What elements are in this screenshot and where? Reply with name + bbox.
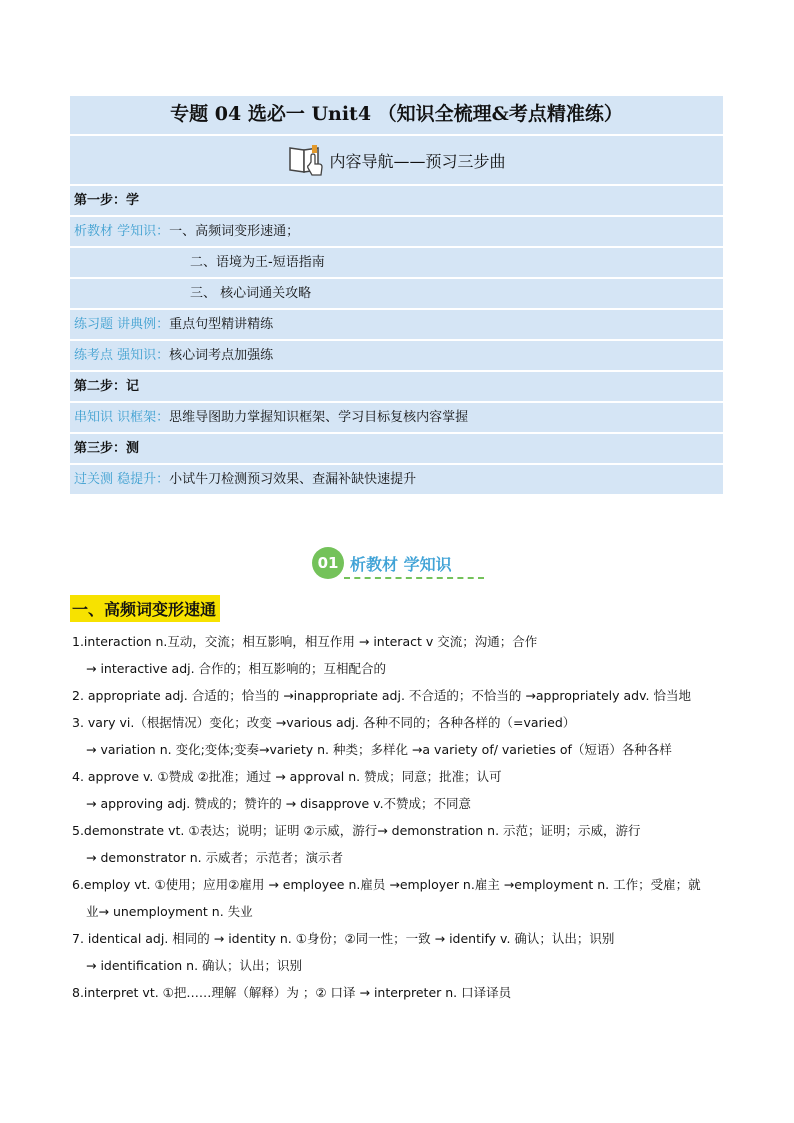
row-label: 练考点 强知识： <box>74 348 170 363</box>
step-label: 第三步：测 <box>74 441 140 456</box>
vocab-line: 4. approve v. ①赞成 ②批准；通过 → approval n. 赞成；同意；批准；认可 <box>72 769 502 784</box>
step-label: 第二步：记 <box>74 379 140 394</box>
row-label: 过关测 稳提升： <box>74 472 170 487</box>
page-title: 专题 04 选必一 Unit4 （知识全梳理&考点精准练） <box>70 96 723 136</box>
row-text: 重点句型精讲精练 <box>169 317 274 332</box>
content-navigation <box>70 136 723 186</box>
vocab-line: 5.demonstrate vt. ①表达；说明；证明 ②示威，游行→ demonstration n. 示范；证明；示威，游行 <box>72 823 641 838</box>
section-underline <box>344 577 484 579</box>
nav-row <box>70 403 723 434</box>
row-text: 二、语境为王-短语指南 <box>190 255 325 270</box>
nav-row <box>70 372 723 403</box>
row-text: 思维导图助力掌握知识框架、学习目标复核内容掌握 <box>169 410 469 425</box>
vocab-line: → variation n. 变化;变体;变奏→variety n. 种类；多样化 →a variety of/ varieties of（短语）各种各样 <box>86 742 672 757</box>
row-text: 核心词考点加强练 <box>169 348 274 363</box>
vocab-line: → identification n. 确认；认出；识别 <box>86 958 303 973</box>
vocab-list <box>72 628 732 1006</box>
row-text: 小试牛刀检测预习效果、查漏补缺快速提升 <box>169 472 417 487</box>
vocab-line: 7. identical adj. 相同的 → identity n. ①身份；②同一性；一致 → identify v. 确认；认出；识别 <box>72 931 615 946</box>
nav-row <box>70 465 723 494</box>
row-label: 练习题 讲典例： <box>74 317 170 332</box>
nav-row <box>70 310 723 341</box>
nav-row <box>70 217 723 248</box>
vocab-line: 6.employ vt. ①使用；应用②雇用 → employee n.雇员 →employer n.雇主 →employment n. 工作；受雇；就 <box>72 877 701 892</box>
row-label: 析教材 学知识： <box>74 224 170 239</box>
vocab-line: 8.interpret vt. ①把……理解（解释）为 ；② 口译 → interpreter n. 口译译员 <box>72 985 512 1000</box>
step-label: 第一步：学 <box>74 193 140 208</box>
vocab-line: 1.interaction n.互动，交流；相互影响，相互作用 → interact v 交流；沟通；合作 <box>72 634 538 649</box>
section-heading: 一、高频词变形速通 <box>70 595 220 622</box>
vocab-line: 业→ unemployment n. 失业 <box>86 904 253 919</box>
header-table <box>70 96 723 494</box>
vocab-line: 3. vary vi.（根据情况）变化；改变 →various adj. 各种不同的；各种各样的（=varied） <box>72 715 576 730</box>
row-text: 一、高频词变形速通； <box>169 224 300 239</box>
row-label: 串知识 识框架： <box>74 410 170 425</box>
section-title: 析教材 学知识 <box>350 554 452 574</box>
nav-row <box>70 186 723 217</box>
nav-row <box>70 279 723 310</box>
section-badge <box>312 547 452 579</box>
subtitle-text: 内容导航——预习三步曲 <box>329 151 506 171</box>
row-text: 三、 核心词通关攻略 <box>190 286 312 301</box>
vocab-line: → demonstrator n. 示威者；示范者；演示者 <box>86 850 344 865</box>
vocab-line: 2. appropriate adj. 合适的；恰当的 →inappropriate adj. 不合适的；不恰当的 →appropriately adv. 恰当地 <box>72 688 691 703</box>
book-hand-icon <box>287 142 325 178</box>
nav-row <box>70 248 723 279</box>
vocab-line: → approving adj. 赞成的；赞许的 → disapprove v.不赞成；不同意 <box>86 796 472 811</box>
vocab-line: → interactive adj. 合作的；相互影响的；互相配合的 <box>86 661 387 676</box>
section-number: 01 <box>312 547 344 579</box>
nav-row <box>70 434 723 465</box>
nav-row <box>70 341 723 372</box>
